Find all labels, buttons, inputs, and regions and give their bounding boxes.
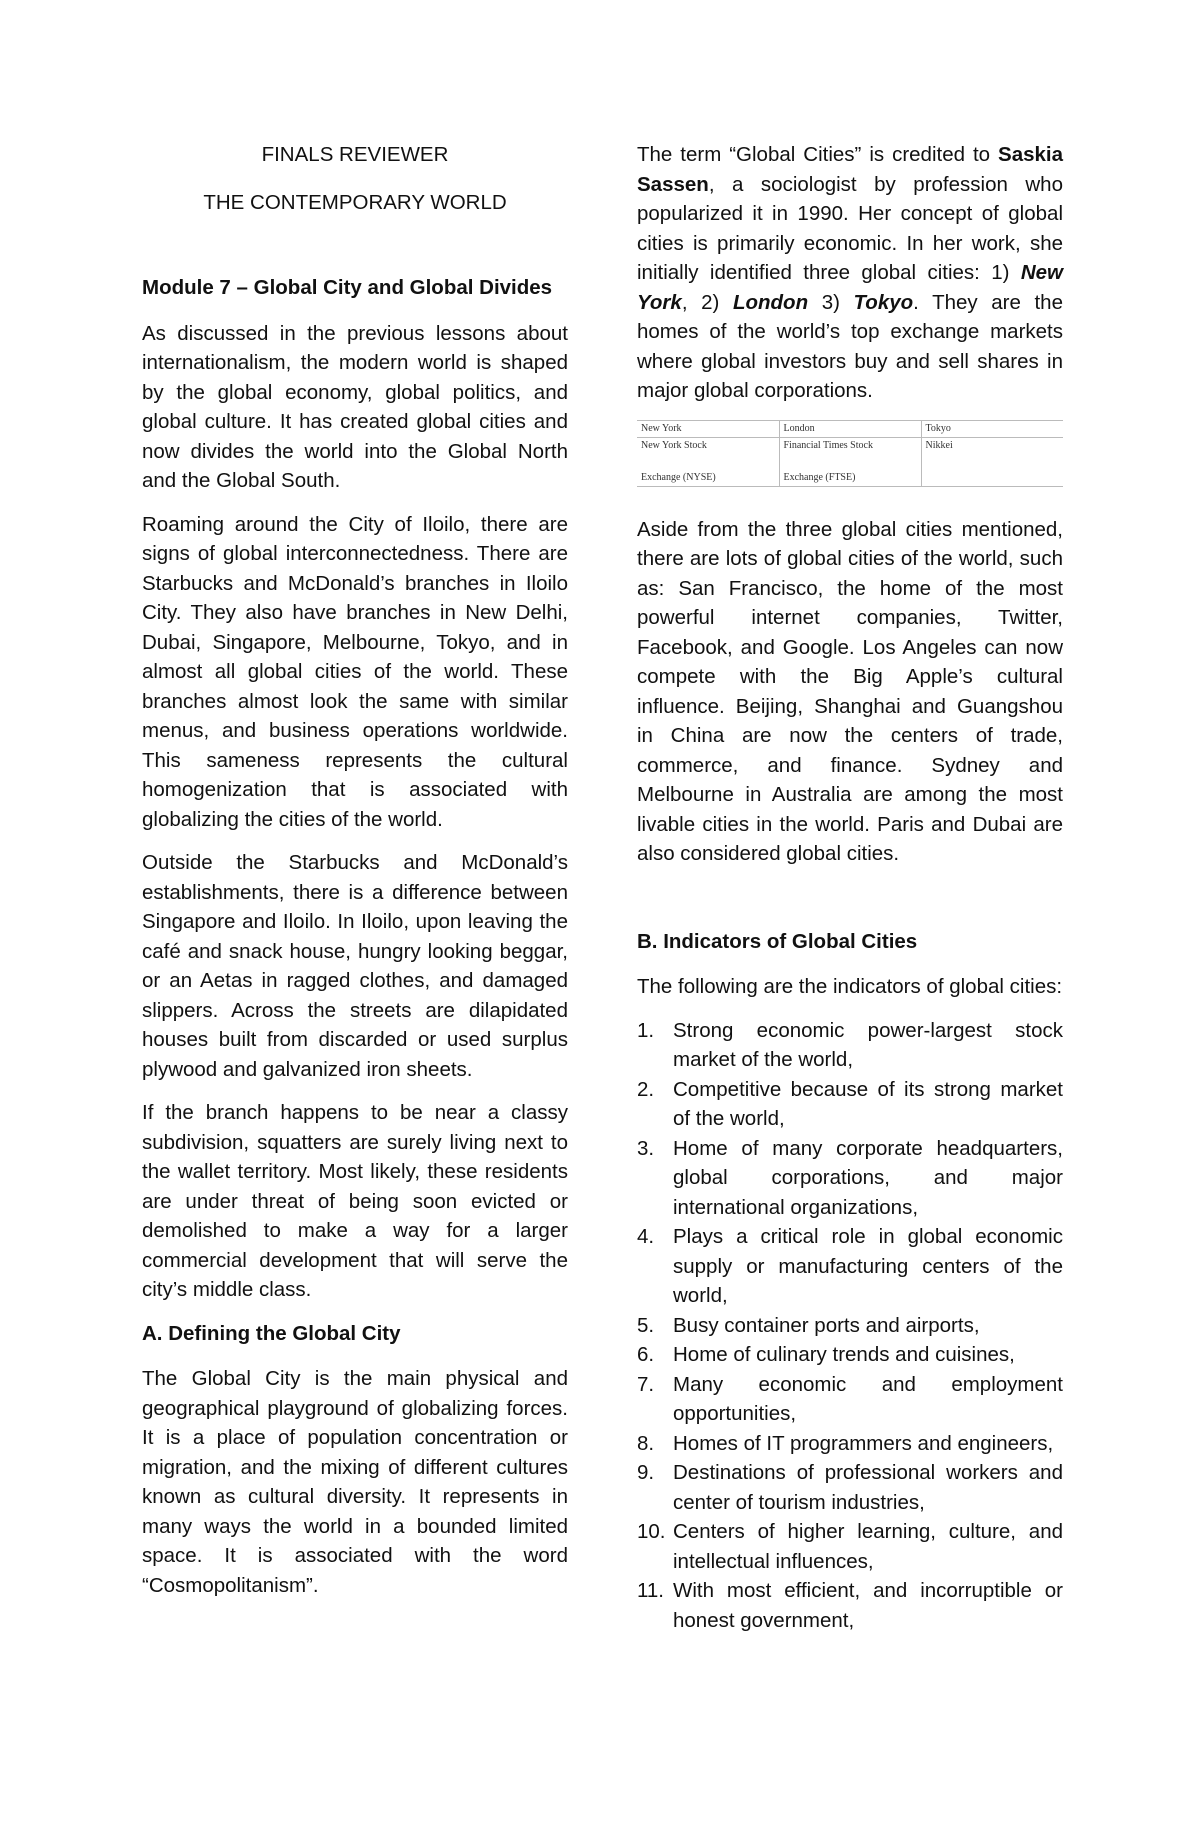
list-number: 11. xyxy=(637,1579,664,1602)
right-column xyxy=(637,140,1063,1635)
list-number: 8. xyxy=(637,1431,655,1455)
paragraph: The Global City is the main physical and geographical playground of globalizing forces. It is a place of population concentration or migration, and the mixing of different cultures known as cultural diversity. It represents in many ways the world in a bounded limited space. It is associated with the word “Cosmopolitanism”. xyxy=(142,1367,568,1597)
left-column xyxy=(142,140,568,1614)
city-name: New York xyxy=(637,261,1063,314)
list-item xyxy=(637,1016,1063,1075)
text-run: . They are the homes of the world’s top exchange markets where global investors buy and sell shares in major global corporations. xyxy=(637,290,1063,402)
list-item xyxy=(637,1311,1063,1341)
list-text: Plays a critical role in global economic supply or manufacturing centers of the world, xyxy=(673,1225,1063,1307)
document-subtitle: THE CONTEMPORARY WORLD xyxy=(203,190,507,214)
list-item xyxy=(637,1075,1063,1134)
author-name: Saskia Sassen xyxy=(637,143,1063,196)
table-row xyxy=(637,437,1063,486)
list-number: 2. xyxy=(637,1077,655,1101)
list-text: Competitive because of its strong market of the world, xyxy=(673,1077,1063,1130)
list-item xyxy=(637,1517,1063,1576)
table-cell xyxy=(779,437,921,486)
list-item xyxy=(637,1340,1063,1370)
cell-line: Exchange (FTSE) xyxy=(783,471,856,483)
table-header-cell: Tokyo xyxy=(921,420,1063,437)
table-header-cell: London xyxy=(779,420,921,437)
list-number: 5. xyxy=(637,1313,655,1337)
list-number: 1. xyxy=(637,1018,655,1042)
list-text: Busy container ports and airports, xyxy=(673,1313,980,1337)
paragraph: If the branch happens to be near a classy subdivision, squatters are surely living next to the wallet territory. Most likely, these residents are under threat of being soon evicted or demolished to make a way for a larger commercial development that will serve the city’s middle class. xyxy=(142,1101,568,1301)
paragraph: Outside the Starbucks and McDonald’s establishments, there is a difference between Singapore and Iloilo. In Iloilo, upon leaving the café and snack house, hungry looking beggar, or an Aetas in ragged clothes, and damaged slippers. Across the streets are dilapidated houses built from discarded or used surplus plywood and galvanized iron sheets. xyxy=(142,851,568,1081)
cell-line: Financial Times Stock xyxy=(783,439,873,451)
list-number: 7. xyxy=(637,1372,655,1396)
paragraph: The following are the indicators of global cities: xyxy=(637,975,1063,998)
paragraph: Roaming around the City of Iloilo, there are signs of global interconnectedness. There are Starbucks and McDonald’s branches in Iloilo City. They also have branches in New Delhi, Dubai, Singapore, Melbourne, Tokyo, and in almost all global cities of the world. These branches almost look the same with similar menus, and business operations worldwide. This sameness represents the cultural homogenization that is associated with globalizing the cities of the world. xyxy=(142,512,568,831)
list-text: Homes of IT programmers and engineers, xyxy=(673,1431,1054,1455)
table-header-cell: New York xyxy=(637,420,779,437)
list-item xyxy=(637,1222,1063,1311)
cell-line: Nikkei xyxy=(925,439,953,451)
list-text: Centers of higher learning, culture, and intellectual influences, xyxy=(673,1520,1063,1573)
list-number: 9. xyxy=(637,1461,655,1484)
city-name: London xyxy=(732,290,809,314)
list-number: 10. xyxy=(637,1520,666,1543)
module-heading: Module 7 – Global City and Global Divides xyxy=(142,276,553,299)
text-run: , a sociologist by profession who popularized it in 1990. Her concept of global cities is primarily economic. In her work, she initially identified three global cities: 1) xyxy=(637,172,1063,284)
list-item xyxy=(637,1576,1063,1635)
paragraph-global-cities-term xyxy=(637,140,1063,406)
text-run: 3) xyxy=(808,290,854,314)
text-run: , 2) xyxy=(681,290,733,314)
document-title: FINALS REVIEWER xyxy=(261,143,449,166)
list-item xyxy=(637,1458,1063,1517)
table-cell xyxy=(637,437,779,486)
cell-line: Exchange (NYSE) xyxy=(641,471,716,483)
city-name: Tokyo xyxy=(853,290,914,314)
list-text: Destinations of professional workers and center of tourism industries, xyxy=(673,1461,1063,1514)
list-number: 6. xyxy=(637,1343,655,1366)
section-a-heading: A. Defining the Global City xyxy=(142,1321,401,1345)
list-text: With most efficient, and incorruptible or honest government, xyxy=(673,1579,1063,1632)
text-run: The term “Global Cities” is credited to xyxy=(637,143,999,166)
list-text: Home of culinary trends and cuisines, xyxy=(673,1343,1015,1366)
section-b-heading: B. Indicators of Global Cities xyxy=(637,929,918,953)
list-item xyxy=(637,1370,1063,1429)
list-text: Many economic and employment opportunities, xyxy=(673,1372,1063,1425)
list-text: Home of many corporate headquarters, global corporations, and major international organizations, xyxy=(673,1136,1063,1219)
exchange-table xyxy=(637,420,1063,487)
list-text: Strong economic power-largest stock market of the world, xyxy=(673,1018,1063,1071)
cell-line: New York Stock xyxy=(641,439,707,451)
list-item xyxy=(637,1134,1063,1223)
list-number: 3. xyxy=(637,1136,655,1160)
list-item xyxy=(637,1429,1063,1459)
table-header-row xyxy=(637,420,1063,437)
list-number: 4. xyxy=(637,1225,655,1248)
indicators-list xyxy=(637,1016,1063,1636)
paragraph: Aside from the three global cities mentioned, there are lots of global cities of the world, such as: San Francisco, the home of the most powerful internet companies, Twitter, Facebook, and Google. Los Angeles can now compete with the Big Apple’s cultural influence. Beijing, Shanghai and Guangshou in China are now the centers of trade, commerce, and finance. Sydney and Melbourne in Australia are among the most livable cities in the world. Paris and Dubai are also considered global cities. xyxy=(637,517,1063,865)
table-cell xyxy=(921,437,1063,486)
paragraph: As discussed in the previous lessons about internationalism, the modern world is shaped by the global economy, global politics, and global culture. It has created global cities and now divides the world into the Global North and the Global South. xyxy=(142,321,568,492)
